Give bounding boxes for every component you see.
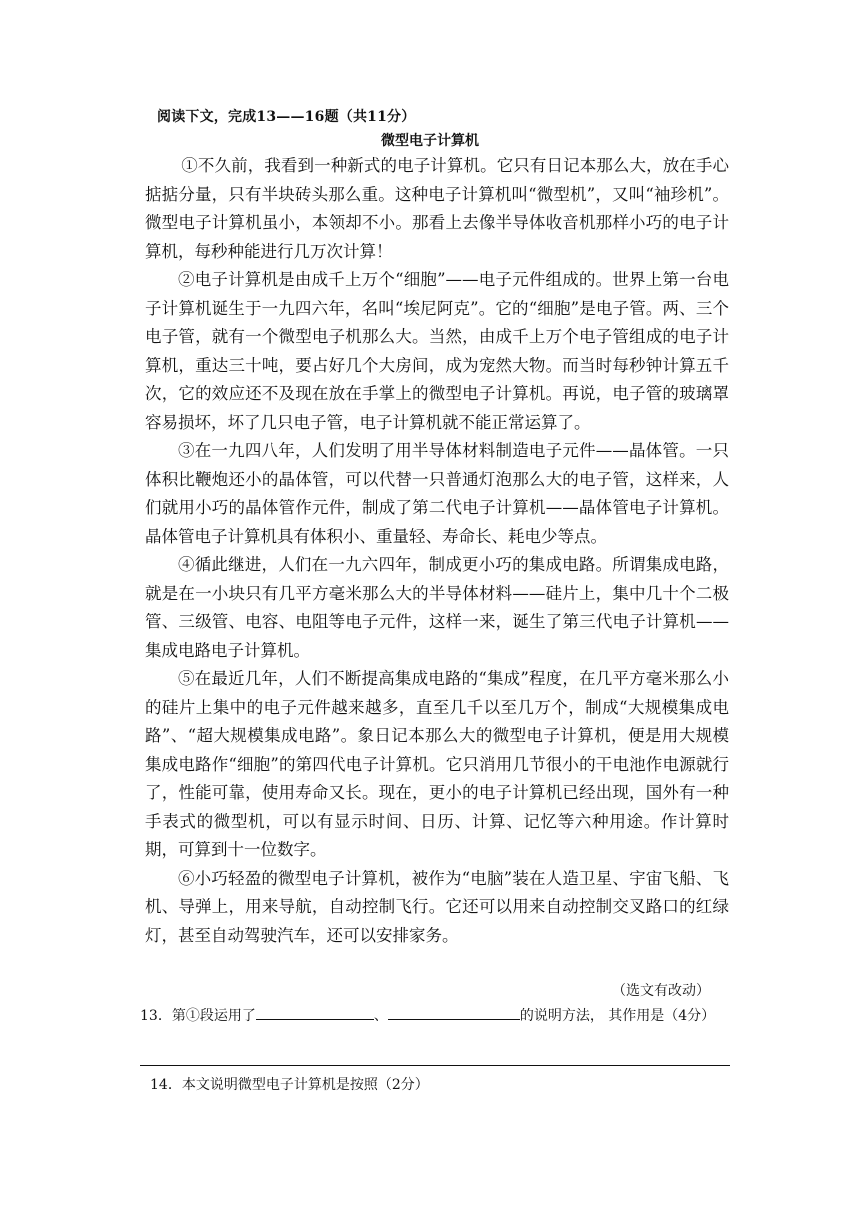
paragraph-5: ⑤在最近几年，人们不断提高集成电路的“集成”程度，在几平方毫米那么小的硅片上集中的电子元件越来越多，直至几千以至几万个，制成“大规模集成电路”、“超大规模集成电路”。象日记本那么大的微型电子计算机，便是用大规模集成电路作“细胞”的第四代电子计算机。它只消用几节很小的干电池作电源就行了，性能可靠，使用寿命又长。现在，更小的电子计算机已经出现，国外有一种手表式的微型机，可以有显示时间、日历、计算、记忆等六种用途。作计算时期，可算到十一位数字。 [145,669,729,859]
article-title: 微型电子计算机 [381,133,479,149]
paragraph-6: ⑥小巧轻盈的微型电子计算机，被作为“电脑”装在人造卫星、宇宙飞船、飞机、导弹上，用来导航，自动控制飞行。它还可以用来自动控制交叉路口的红绿灯，甚至自动驾驶汽车，还可以安排家务。 [145,868,729,945]
question-13 [140,1004,730,1028]
answer-line[interactable] [140,1065,730,1066]
question-13-suffix: 的说明方法， 其作用是（4分） [519,1008,716,1024]
paragraph-3: ③在一九四八年，人们发明了用半导体材料制造电子元件——晶体管。一只体积比鞭炮还小的晶体管，可以代替一只普通灯泡那么大的电子管，这样来，人们就用小巧的晶体管作元件，制成了第二代电子计算机——晶体管电子计算机。晶体管电子计算机具有体积小、重量轻、寿命长、耗电少等点。 [145,441,729,546]
source-note: （选文有改动） [612,983,710,999]
answer-blank-2[interactable] [388,1004,520,1020]
question-14: 14．本文说明微型电子计算机是按照（2分） [150,1077,429,1093]
question-13-separator: 、 [373,1008,388,1024]
paragraph-2: ②电子计算机是由成千上万个“细胞”——电子元件组成的。世界上第一台电子计算机诞生于一九四六年，名叫“埃尼阿克”。它的“细胞”是电子管。两、三个电子管，就有一个微型电子机那么大。当然，由成千上万个电子管组成的电子计算机，重达三十吨，要占好几个大房间，成为宠然大物。而当时每秒钟计算五千次，它的效应还不及现在放在手掌上的微型电子计算机。再说，电子管的玻璃罩容易损坏，坏了几只电子管，电子计算机就不能正常运算了。 [145,270,729,432]
question-13-prefix: 13．第①段运用了 [140,1008,256,1024]
reading-instruction: 阅读下文，完成13——16题（共11分） [157,109,416,125]
paragraph-4: ④循此继进，人们在一九六四年，制成更小巧的集成电路。所谓集成电路，就是在一小块只有几平方毫米那么大的半导体材料——硅片上，集中几十个二极管、三级管、电容、电阻等电子元件，这样一来，诞生了第三代电子计算机——集成电路电子计算机。 [145,555,729,660]
paragraph-1: ①不久前，我看到一种新式的电子计算机。它只有日记本那么大，放在手心掂掂分量，只有半块砖头那么重。这种电子计算机叫“微型机”，又叫“袖珍机”。微型电子计算机虽小，本领却不小。那看上去像半导体收音机那样小巧的电子计算机，每秒种能进行几万次计算！ [145,156,729,261]
answer-blank-1[interactable] [256,1004,374,1020]
article-body [145,152,729,950]
